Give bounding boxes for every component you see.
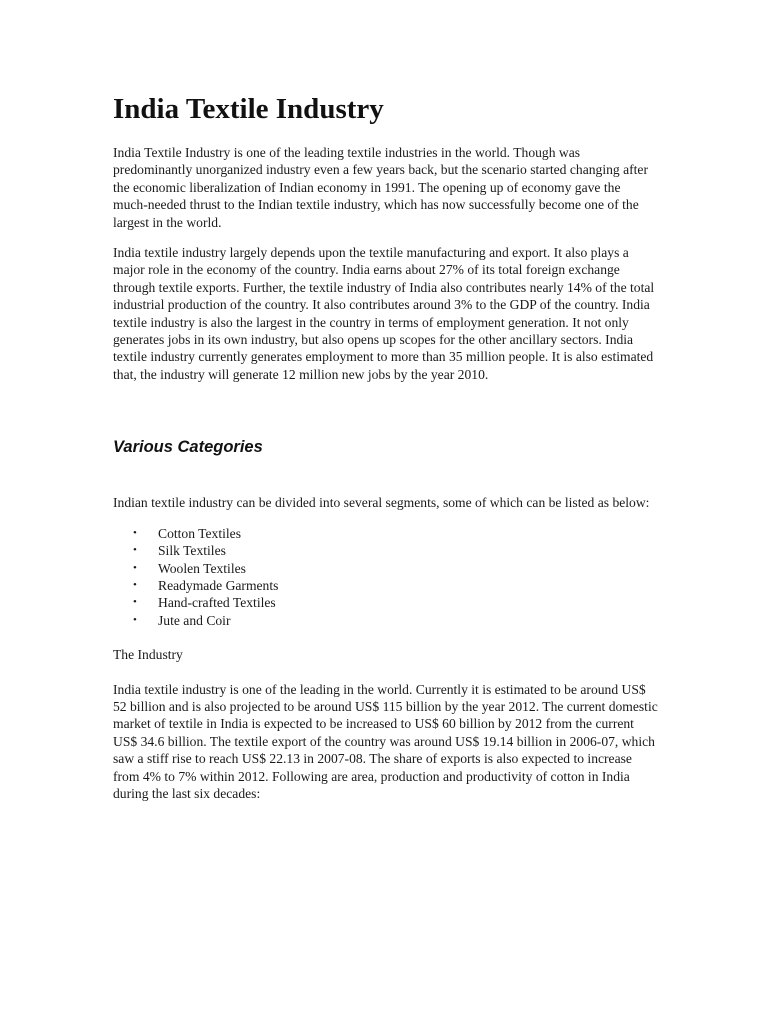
page-title: India Textile Industry [113,93,384,125]
list-item-label: Jute and Coir [158,612,231,628]
list-item-label: Readymade Garments [158,577,279,593]
list-item [133,577,658,594]
categories-intro: Indian textile industry can be divided into several segments, some of which can be listed as below: [113,495,650,511]
bullet-icon: • [133,561,137,574]
bullet-icon: • [133,544,137,557]
bullet-icon: • [133,613,137,626]
list-item [133,594,658,611]
intro-paragraph-1: India Textile Industry is one of the leading textile industries in the world. Though was predominantly unorganized industry even a few years back, but the scenario started changing after the economic liberalization of Indian economy in 1991. The opening up of economy gave the much-needed thrust to the Indian textile industry, which has now successfully become one of the largest in the world. [113,145,648,230]
list-item-label: Hand-crafted Textiles [158,595,276,611]
list-item-label: Silk Textiles [158,543,226,559]
list-item [133,525,658,542]
industry-paragraph: India textile industry is one of the leading in the world. Currently it is estimated to be around US$ 52 billion and is also projected to be around US$ 115 billion by the year 2012. The current domestic market of textile in India is expected to be increased to US$ 60 billion by 2012 from the current US$ 34.6 billion. The textile export of the country was around US$ 19.14 billion in 2006-07, which saw a stiff rise to reach US$ 22.13 in 2007-08. The share of exports is also expected to increase from 4% to 7% within 2012. Following are area, production and productivity of cotton in India during the last six decades: [113,681,658,801]
industry-label: The Industry [113,647,183,663]
section-heading-various-categories: Various Categories [113,438,263,457]
list-item [133,542,658,559]
bullet-icon: • [133,526,137,539]
list-item [133,560,658,577]
bullet-icon: • [133,578,137,591]
list-item-label: Woolen Textiles [158,560,246,576]
bullet-icon: • [133,596,137,609]
intro-paragraph-2: India textile industry largely depends upon the textile manufacturing and export. It also plays a major role in the economy of the country. India earns about 27% of its total foreign exchange through textile exports. Further, the textile industry of India also contributes nearly 14% of the total industrial production of the country. It also contributes around 3% to the GDP of the country. India textile industry is also the largest in the country in terms of employment generation. It not only generates jobs in its own industry, but also opens up scopes for the other ancillary sectors. India textile industry currently generates employment to more than 35 million people. It is also estimated that, the industry will generate 12 million new jobs by the year 2010. [113,245,655,382]
list-item [133,612,658,629]
categories-list [113,525,658,629]
document-page [113,90,658,802]
list-item-label: Cotton Textiles [158,525,242,541]
